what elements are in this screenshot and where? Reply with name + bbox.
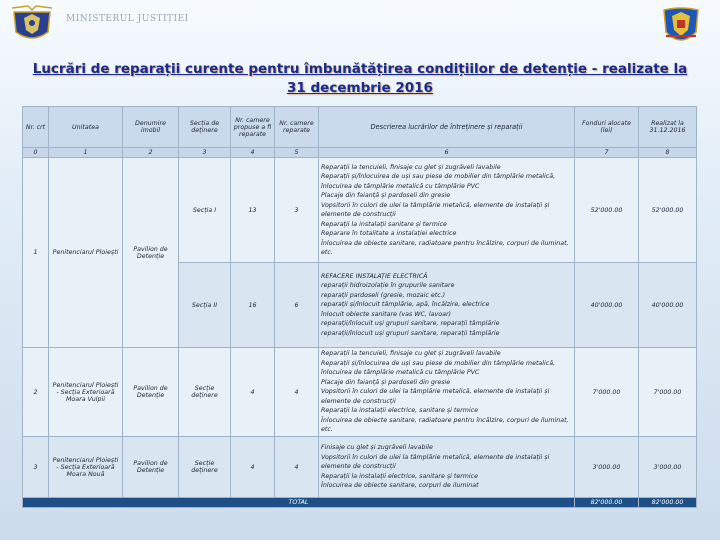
row-sectia: Secția II (179, 263, 231, 348)
col-header-camere-propuse: Nr. camere propuse a fi reparate (231, 107, 275, 148)
col-number: 2 (123, 148, 179, 158)
col-number: 0 (23, 148, 49, 158)
row-descriere (319, 158, 575, 263)
desc-line: Vopsitorii în culori de ulei la tâmplărie metalică, elemente de instalații și elemente de construcții (321, 388, 550, 405)
table-row (23, 348, 697, 437)
desc-line: reparații și/înlocuit tâmplărie, apă, încălzire, electrice (321, 301, 490, 309)
row-imobil: Pavilion de Detenție (123, 158, 179, 348)
total-fonduri: 82'000.00 (575, 498, 639, 508)
row-descriere (319, 348, 575, 437)
desc-line: Reparații la instalații electrice, sanitare și termice (321, 472, 479, 480)
desc-line: Reparații la instalații sanitare și termice (321, 220, 447, 228)
desc-line: Înlocuirea de obiecte sanitare, corpuri de iluminat (321, 482, 479, 490)
total-row (23, 498, 697, 508)
desc-line: reparații pardoseli (gresie, mozaic etc.) (321, 291, 446, 299)
desc-line: Finisaje cu glet și zugrăveli lavabile (321, 444, 433, 452)
desc-line: Înlocuirea de obiecte sanitare, radiatoare pentru încălzire, corpuri de iluminat, etc. (321, 239, 569, 256)
row-fonduri: 3'000.00 (575, 437, 639, 498)
column-number-row (23, 148, 697, 158)
row-fonduri: 40'000.00 (575, 263, 639, 348)
col-header-unitatea: Unitatea (49, 107, 123, 148)
repairs-table (22, 106, 697, 508)
row-camere-reparate: 4 (275, 437, 319, 498)
ministry-justice-crest-icon (8, 4, 56, 44)
row-sectia: Secție deținere (179, 348, 231, 437)
row-realizat: 7'000.00 (639, 348, 697, 437)
table-row (23, 437, 697, 498)
col-number: 7 (575, 148, 639, 158)
col-number: 5 (275, 148, 319, 158)
desc-line: REFACERE INSTALAȚIE ELECTRICĂ (321, 272, 428, 280)
row-nr: 1 (23, 158, 49, 348)
row-fonduri: 7'000.00 (575, 348, 639, 437)
row-sectia: Secție deținere (179, 437, 231, 498)
desc-line: reparații/înlocuit uși grupuri sanitare, reparații tâmplărie (321, 320, 500, 328)
row-fonduri: 52'000.00 (575, 158, 639, 263)
row-descriere (319, 437, 575, 498)
row-unitatea: Penitenciarul Ploiești - Secția Exterioară Moara Nouă (49, 437, 123, 498)
row-nr: 3 (23, 437, 49, 498)
row-realizat: 3'000.00 (639, 437, 697, 498)
desc-line: Reparații la tencuieli, finisaje cu glet și zugrăveli lavabile (321, 350, 501, 358)
desc-line: reparații/înlocuit uși grupuri sanitare, reparații tâmplărie (321, 329, 500, 337)
col-header-fonduri: Fonduri alocate (lei) (575, 107, 639, 148)
desc-line: Reparații la instalații electrice, sanitare și termice (321, 407, 479, 415)
page-title: Lucrări de reparații curente pentru îmbunătățirea condițiilor de detenție - realizate la 31 decembrie 2016 (32, 61, 688, 96)
col-header-sectia: Secția de deținere (179, 107, 231, 148)
anp-crest-icon (658, 6, 704, 50)
desc-line: Reparații la tencuieli, finisaje cu glet și zugrăveli lavabile (321, 163, 501, 171)
row-camere-propuse: 4 (231, 437, 275, 498)
col-header-descriere: Descrierea lucrărilor de întreținere și reparații (319, 107, 575, 148)
col-header-realizat: Realizat la 31.12.2016 (639, 107, 697, 148)
row-realizat: 40'000.00 (639, 263, 697, 348)
row-camere-reparate: 4 (275, 348, 319, 437)
col-header-denumire: Denumire imobil (123, 107, 179, 148)
desc-line: Placaje din faianță și pardoseli din gresie (321, 378, 451, 386)
desc-line: Reparații și/înlocuirea de uși sau piese de mobilier din tâmplărie metalică, înlocuirea de tâmplărie metalică cu tâmplărie PVC (321, 173, 556, 190)
desc-line: înlocuit obiecte sanitare (vas WC, lavoar) (321, 310, 452, 318)
row-imobil: Pavilion de Detenție (123, 348, 179, 437)
desc-line: Vopsitorii în culori de ulei la tâmplărie metalică, elemente de instalații și elemente de construcții (321, 453, 550, 471)
table-row (23, 158, 697, 263)
total-realizat: 82'000.00 (639, 498, 697, 508)
row-camere-propuse: 4 (231, 348, 275, 437)
desc-line: Reparații și/înlocuirea de uși sau piese de mobilier din tâmplărie metalică, înlocuirea de tâmplărie metalică cu tâmplărie PVC (321, 359, 556, 377)
col-number: 4 (231, 148, 275, 158)
row-camere-propuse: 13 (231, 158, 275, 263)
col-number: 6 (319, 148, 575, 158)
desc-line: reparații hidroizolație în grupurile sanitare (321, 282, 455, 290)
row-camere-propuse: 16 (231, 263, 275, 348)
row-unitatea: Penitenciarul Ploiești - Secția Exterioară Moara Vulpii (49, 348, 123, 437)
row-unitatea: Penitenciarul Ploiești (49, 158, 123, 348)
col-number: 8 (639, 148, 697, 158)
desc-line: Vopsitorii în culori de ulei la tâmplărie metalică, elemente de instalații și elemente de construcții (321, 201, 550, 218)
col-header-camere-reparate: Nr. camere reparate (275, 107, 319, 148)
row-camere-reparate: 6 (275, 263, 319, 348)
table-header-row (23, 107, 697, 148)
col-number: 3 (179, 148, 231, 158)
total-label: TOTAL (23, 498, 575, 508)
row-camere-reparate: 3 (275, 158, 319, 263)
row-sectia: Secția I (179, 158, 231, 263)
row-realizat: 52'000.00 (639, 158, 697, 263)
row-descriere (319, 263, 575, 348)
desc-line: Înlocuirea de obiecte sanitare, radiatoare pentru încălzire, corpuri de iluminat, etc. (321, 416, 569, 434)
desc-line: Placaje din faianță și pardoseli din gresie (321, 192, 451, 199)
col-header-nr: Nr. crt (23, 107, 49, 148)
col-number: 1 (49, 148, 123, 158)
row-imobil: Pavilion de Detenție (123, 437, 179, 498)
row-nr: 2 (23, 348, 49, 437)
ministry-name: MINISTERUL JUSTIȚIEI (66, 14, 189, 24)
desc-line: Reparare în totalitate a instalației electrice (321, 230, 457, 237)
